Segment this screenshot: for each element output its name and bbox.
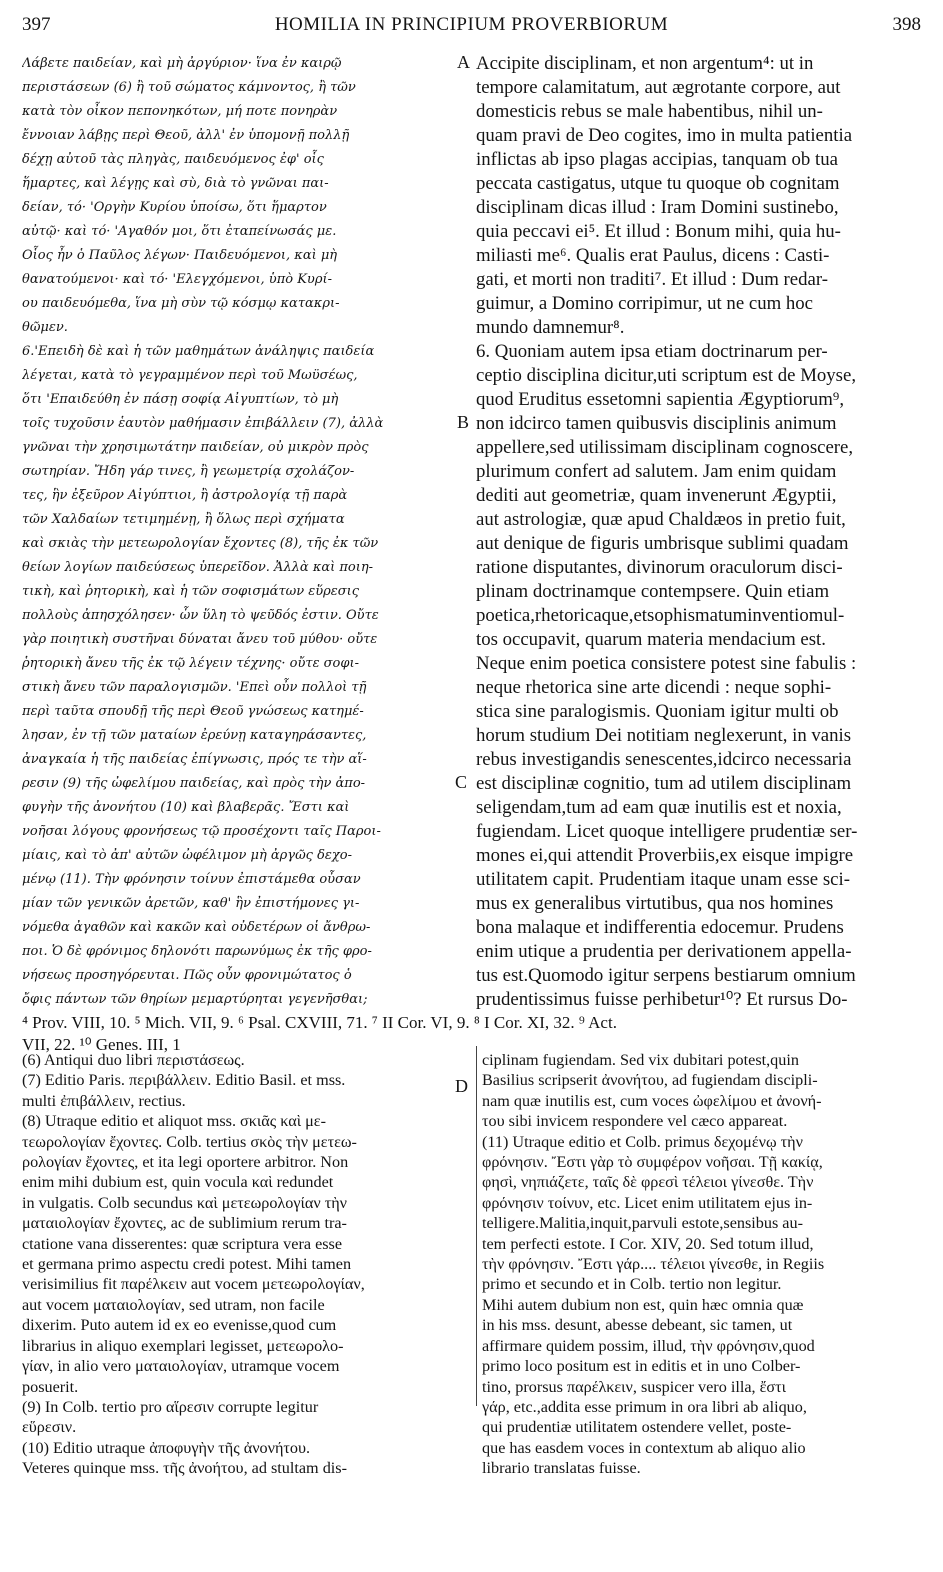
latin-text-line: disciplinam dicas illud : Iram Domini sustinebo,: [476, 197, 839, 218]
note-line: in vulgatis. Colb secundus καὶ μετεωρολογίαν τὴν: [22, 1193, 347, 1212]
latin-text-line: non idcirco tamen quibusvis disciplinis animum: [476, 413, 837, 434]
greek-text-line: ἥμαρτες, καὶ λέγῃς καὶ σὺ, διὰ τὸ γνῶναι παι-: [22, 176, 329, 191]
latin-text-line: peccata castigatus, utque tu quoque ob cognitam: [476, 173, 840, 194]
latin-text-line: mus ex generalibus virtutibus, qua nos homines: [476, 893, 834, 914]
latin-text-line: quia peccavi ei⁵. Et illud : Bonum mihi, quia hu-: [476, 221, 841, 242]
greek-text-line: περὶ ταῦτα σπουδῇ τῆς περὶ Θεοῦ γνώσεως κατημέ-: [22, 704, 364, 719]
margin-mark-b: B: [457, 412, 470, 432]
note-line: librario translatas fuisse.: [482, 1459, 641, 1478]
greek-text-line: πολλοὺς ἀπησχόλησεν· ὧν ὕλη τὸ ψεῦδός ἐστιν. Οὔτε: [22, 608, 379, 623]
greek-text-line: μίαις, καὶ τὸ ἀπ' αὐτῶν ὠφέλιμον μὴ ἀργῶς δεχο-: [22, 848, 352, 863]
greek-text-line: περιστάσεων (6) ἢ τοῦ σώματος κάμνοντος, ἢ τῶν: [22, 80, 356, 95]
latin-text-line: ratione disputantes, divinorum oraculorum disci-: [476, 557, 843, 578]
latin-text-line: prudentissimus fuisse perhibetur¹⁰? Et rursus Do-: [476, 989, 848, 1010]
note-line: φρόνησιν τοίνυν, etc. Licet enim utilitatem ejus in-: [482, 1193, 813, 1212]
latin-text-line: quam pravi de Deo cogites, imo in multa patientia: [476, 125, 853, 146]
note-line: (8) Utraque editio et aliquot mss. σκιᾶς καὶ με-: [22, 1112, 326, 1131]
note-line: tem perfecti estote. I Cor. XIV, 20. Sed totum illud,: [482, 1234, 814, 1253]
note-line: telligere.Malitia,inquit,parvuli estote,sensibus au-: [482, 1214, 803, 1233]
latin-text-line: ceptio disciplina dicitur,uti scriptum est de Moyse,: [476, 365, 857, 386]
greek-text-line: γνῶναι τὴν χρησιμωτάτην παιδείαν, οὐ μικρὸν πρὸς: [22, 440, 369, 455]
greek-text-line: καὶ σκιὰς τὴν μετεωρολογίαν ἔχοντες (8), τῆς ἐκ τῶν: [22, 536, 379, 551]
greek-text-line: φυγὴν τῆς ἀνονήτου (10) καὶ βλαβερᾶς. Ἔστι καὶ: [22, 800, 350, 815]
note-line: enim mihi dubium est, quin vocula καὶ redundet: [22, 1173, 334, 1192]
latin-text-line: quod Eruditus essetomni sapientia Ægyptiorum⁹,: [476, 389, 845, 410]
greek-text-line: τικὴ, καὶ ῥητορικὴ, καὶ ἡ τῶν σοφισμάτων εὕρεσις: [22, 584, 360, 599]
latin-text-line: aut denique de figuris umbrisque sublimi quadam: [476, 533, 849, 554]
latin-text-line: guimur, a Domino corripimur, ut ne cum hoc: [476, 293, 814, 314]
greek-text-line: Οἷος ἦν ὁ Παῦλος λέγων· Παιδευόμενοι, καὶ μὴ: [22, 248, 338, 263]
note-line: φρόνησιν. Ἔστι γὰρ τὸ συμφέρον νοῆσαι. Τῇ κακίᾳ,: [482, 1153, 823, 1172]
latin-text-line: stica sine paralogismis. Quoniam igitur multi ob: [476, 701, 839, 722]
latin-text-line: miliasti me⁶. Qualis erat Paulus, dicens : Casti-: [476, 245, 830, 266]
note-line: tino, prorsus παρέλκειν, suspicer vero illa, ἔστι: [482, 1377, 786, 1396]
greek-text-line: ὄφις πάντων τῶν θηρίων μεμαρτύρηται γεγενῆσθαι;: [22, 992, 368, 1007]
latin-text-line: aut astrologiæ, quæ apud Chaldæos in pretio fuit,: [476, 509, 846, 530]
greek-text-line: δέχῃ αὐτοῦ τὰς πληγὰς, παιδευόμενος ἐφ' οἷς: [22, 152, 324, 167]
greek-text-line: νήσεως προσηγόρευται. Πῶς οὖν φρονιμώτατος ὁ: [22, 968, 352, 983]
greek-text-line: 6.'Επειδὴ δὲ καὶ ἡ τῶν μαθημάτων ἀνάληψις παιδεία: [22, 344, 375, 359]
note-line: (11) Utraque editio et Colb. primus δεχομένῳ τὴν: [482, 1132, 803, 1151]
note-line: et germana primo aspectu credi potest. Mihi tamen: [22, 1255, 352, 1274]
note-line: aut vocem ματαιολογίαν, sed utram, non facile: [22, 1295, 325, 1314]
note-line: multi ἐπιβάλλειν, rectius.: [22, 1091, 186, 1110]
latin-text-line: utilitatem capit. Prudentiam itaque unam esse sci-: [476, 869, 850, 890]
note-line: dixerim. Puto autem id ex eo evenisse,quod cum: [22, 1316, 337, 1335]
latin-text-line: Neque enim poetica consistere potest sine fabulis :: [476, 653, 857, 674]
greek-text-line: λησαν, ἐν τῇ τῶν ματαίων ἐρεύνῃ καταγηράσαντες,: [22, 728, 367, 743]
greek-text-line: τῶν Χαλδαίων τετιμημένῃ, ἢ ὅλως περὶ σχήματα: [22, 512, 345, 527]
latin-text-line: gati, et morti non traditi⁷. Et illud : Dum redar-: [476, 269, 828, 290]
latin-text-column: [476, 52, 924, 1012]
greek-text-column: [22, 52, 452, 1012]
note-line: ρολογίαν ἔχοντες, et ita legi oportere arbitror. Non: [22, 1153, 349, 1172]
latin-text-line: seligendam,tum ad eam quæ inutilis est et noxia,: [476, 797, 842, 818]
greek-text-line: ἀναγκαία ἡ τῆς παιδείας ἐπίγνωσις, πρός τε τὴν αἵ-: [22, 752, 367, 767]
greek-text-line: σωτηρίαν. Ἤδη γάρ τινες, ἢ γεωμετρίᾳ σχολάζον-: [22, 464, 355, 479]
latin-text-line: Accipite disciplinam, et non argentum⁴: ut in: [476, 53, 814, 74]
greek-text-line: νόμεθα ἀγαθῶν καὶ κακῶν καὶ οὐδετέρων οἱ ἄνθρω-: [22, 920, 371, 935]
note-line: posuerit.: [22, 1377, 79, 1396]
greek-text-line: ἔννοιαν λάβῃς περὶ Θεοῦ, ἀλλ' ἐν ὑπομονῇ πολλῇ: [22, 128, 350, 143]
note-line: (7) Editio Paris. περιβάλλειν. Editio Basil. et mss.: [22, 1071, 346, 1090]
latin-text-line: tos occupavit, quarum materia mendacium est.: [476, 629, 826, 650]
note-line: του sibi invicem respondere vel cæco appareat.: [482, 1112, 788, 1131]
greek-text-line: ὅτι 'Επαιδεύθη ἐν πάσῃ σοφίᾳ Αἰγυπτίων, τὸ μὴ: [22, 392, 339, 407]
note-line: ματαιολογίαν ἔχοντες, ac de sublimium rerum tra-: [22, 1214, 347, 1233]
latin-text-line: domesticis rebus se male habentibus, nihil un-: [476, 101, 823, 122]
latin-text-line: appellere,sed utilissimam disciplinam cognoscere,: [476, 437, 854, 458]
latin-text-line: dediti aut geometriæ, quam invenerunt Ægyptii,: [476, 485, 837, 506]
note-line: γάρ, etc.,addita esse primum in ora libri ab aliquo,: [482, 1397, 807, 1416]
note-line: τεωρολογίαν ἔχοντες. Colb. tertius σκὸς τὴν μετεω-: [22, 1132, 357, 1151]
greek-text-line: νοῆσαι λόγους φρονήσεως τῷ προσέχοντι ταῖς Παροι-: [22, 824, 381, 839]
latin-text-line: bona malaque et indifferentia edocemur. Prudens: [476, 917, 844, 938]
note-line: in his mss. desunt, abesse debeant, sic tamen, ut: [482, 1316, 793, 1335]
latin-text-line: plurimum confert ad salutem. Jam enim quidam: [476, 461, 837, 482]
page-number-left: 397: [22, 14, 51, 35]
note-line: τὴν φρόνησιν. Ἔστι γάρ.... τέλειοι γίνεσθε, in Regiis: [482, 1255, 825, 1274]
note-line: verisimilius fit παρέλκειν aut vocem μετεωρολογίαν,: [22, 1275, 365, 1294]
greek-text-line: στικὴ ἄνευ τῶν παραλογισμῶν. 'Επεὶ οὖν πολλοὶ τῇ: [22, 680, 367, 695]
note-line: nam quæ inutilis est, cum voces ὠφελίμου et ἀνονή-: [482, 1091, 822, 1110]
greek-text-line: ῥητορικὴ ἄνευ τῆς ἐκ τῷ λέγειν τέχνης· οὔτε σοφι-: [22, 656, 359, 671]
note-line: primo et secundo et in Colb. tertio non legitur.: [482, 1275, 782, 1294]
greek-text-line: κατὰ τὸν οἶκον πεπονηκότων, μή ποτε πονηρὰν: [22, 104, 338, 119]
greek-text-line: μένῳ (11). Τὴν φρόνησιν τοίνυν ἐπιστάμεθα οὖσαν: [22, 872, 361, 887]
note-line: (10) Editio utraque ἀποφυγὴν τῆς ἀνονήτου.: [22, 1438, 311, 1457]
note-line: affirmare quidem possim, illud, τὴν φρόνησιν,quod: [482, 1336, 815, 1355]
greek-text-line: δείαν, τό· 'Οργὴν Κυρίου ὑποίσω, ὅτι ἥμαρτον: [22, 200, 327, 215]
notes-column-divider: [476, 1046, 477, 1406]
latin-text-line: poetica,rhetoricaque,etsophismatuminventiomul-: [476, 605, 845, 626]
scripture-reference-line: ⁴ Prov. VIII, 10. ⁵ Mich. VII, 9. ⁶ Psal. CXVIII, 71. ⁷ II Cor. VI, 9. ⁸ I Cor. XI, 32. ⁹ Act.: [22, 1013, 617, 1032]
margin-mark-c: C: [455, 772, 468, 792]
running-title: HOMILIA IN PRINCIPIUM PROVERBIORUM: [274, 14, 669, 35]
note-line: εὕρεσιν.: [22, 1418, 77, 1437]
note-line: primo loco positum est in editis et in uno Colber-: [482, 1357, 801, 1376]
latin-text-line: inflictas ab ipso plagas accipias, tanquam ob tua: [476, 149, 838, 170]
greek-text-line: λέγεται, κατὰ τὸ γεγραμμένον περὶ τοῦ Μωϋσέως,: [22, 368, 358, 383]
latin-text-line: est disciplinæ cognitio, tum ad utilem disciplinam: [476, 773, 852, 794]
margin-mark-a: A: [457, 52, 470, 72]
note-line: Mihi autem dubium non est, quin hæc omnia quæ: [482, 1295, 804, 1314]
note-line: (6) Antiqui duo libri περιστάσεως.: [22, 1051, 245, 1069]
latin-text-line: rebus investigandis senescentes,idcirco necessaria: [476, 749, 852, 770]
latin-text-line: mundo damnemur⁸.: [476, 317, 625, 338]
note-line: librarius in aliquo exemplari legisset, μετεωρολο-: [22, 1336, 344, 1355]
page-number-right: 398: [892, 14, 921, 35]
greek-text-line: γὰρ ποιητικὴ συστῆναι δύναται ἄνευ τοῦ μύθου· οὔτε: [22, 632, 378, 647]
greek-text-line: θείων λογίων παιδεύσεως ὑπερεῖδον. Ἀλλὰ καὶ ποιη-: [22, 560, 374, 575]
latin-text-line: mones ei,qui attendit Proverbiis,ex eisque impigre: [476, 845, 854, 866]
latin-text-line: fugiendam. Licet quoque intelligere prudentiæ ser-: [476, 821, 858, 842]
greek-text-line: θῶμεν.: [22, 320, 68, 335]
note-line: Veteres quinque mss. τῆς ἀνοήτου, ad stultam dis-: [22, 1459, 347, 1478]
margin-mark-d: D: [455, 1076, 468, 1096]
editorial-notes-right: [482, 1050, 922, 1479]
note-line: ciplinam fugiendam. Sed vix dubitari potest,quin: [482, 1051, 799, 1069]
greek-text-line: ου παιδευόμεθα, ἵνα μὴ σὺν τῷ κόσμῳ κατακρι-: [22, 296, 340, 311]
note-line: qui prudentiæ utilitatem ostendere vellet, poste-: [482, 1418, 792, 1437]
latin-text-line: enim utique a prudentia per derivationem appella-: [476, 941, 852, 962]
note-line: Basilius scripserit ἀνονήτου, ad fugiendam discipli-: [482, 1071, 818, 1090]
running-header: [22, 14, 921, 40]
note-line: φησὶ, νηπιάζετε, ταῖς δὲ φρεσὶ τέλειοι γίνεσθε. Τὴν: [482, 1173, 814, 1192]
latin-text-line: horum studium Dei notitiam neglexerunt, in vanis: [476, 725, 852, 746]
editorial-notes-left: [22, 1050, 462, 1479]
latin-text-line: plinam doctrinamque contempsere. Quin etiam: [476, 581, 830, 602]
greek-text-line: ρεσιν (9) τῆς ὠφελίμου παιδείας, καὶ πρὸς τὴν ἀπο-: [22, 776, 366, 791]
note-line: ctatione vana disserentes: quæ scriptura vera esse: [22, 1234, 343, 1253]
scripture-reference-line: VII, 22. ¹⁰ Genes. III, 1: [22, 1035, 181, 1054]
greek-text-line: αὐτῷ· καὶ τό· 'Αγαθόν μοι, ὅτι ἐταπείνωσάς με.: [22, 224, 337, 239]
greek-text-line: Λάβετε παιδείαν, καὶ μὴ ἀργύριον· ἵνα ἐν καιρῷ: [22, 56, 342, 71]
note-line: γίαν, in alio vero ματαιολογίαν, utramque vocem: [22, 1357, 340, 1376]
latin-text-line: neque rhetorica sine arte dicendi : neque sophi-: [476, 677, 832, 698]
greek-text-line: τες, ἣν ἐξεῦρον Αἰγύπτιοι, ἢ ἀστρολογίᾳ τῇ παρὰ: [22, 488, 348, 503]
greek-text-line: ποι. Ὁ δὲ φρόνιμος δηλονότι παρωνύμως ἐκ τῆς φρο-: [22, 944, 372, 959]
greek-text-line: μίαν τῶν γενικῶν ἀρετῶν, καθ' ἣν ἐπιστήμονες γι-: [22, 896, 360, 911]
latin-text-line: tus est.Quomodo igitur serpens bestiarum omnium: [476, 965, 856, 986]
latin-text-line: tempore calamitatum, aut ægrotante corpore, aut: [476, 77, 841, 98]
note-line: (9) In Colb. tertio pro αἵρεσιν corrupte legitur: [22, 1397, 319, 1416]
greek-text-line: τοῖς τυχοῦσιν ἑαυτὸν μαθήμασιν ἐπιβάλλειν (7), ἀλλὰ: [22, 416, 384, 431]
note-line: que has easdem voces in contextum ab aliquo alio: [482, 1438, 806, 1457]
latin-text-line: 6. Quoniam autem ipsa etiam doctrinarum per-: [476, 341, 828, 362]
greek-text-line: θανατούμενοι· καὶ τό· 'Ελεγχόμενοι, ὑπὸ Κυρί-: [22, 272, 332, 287]
